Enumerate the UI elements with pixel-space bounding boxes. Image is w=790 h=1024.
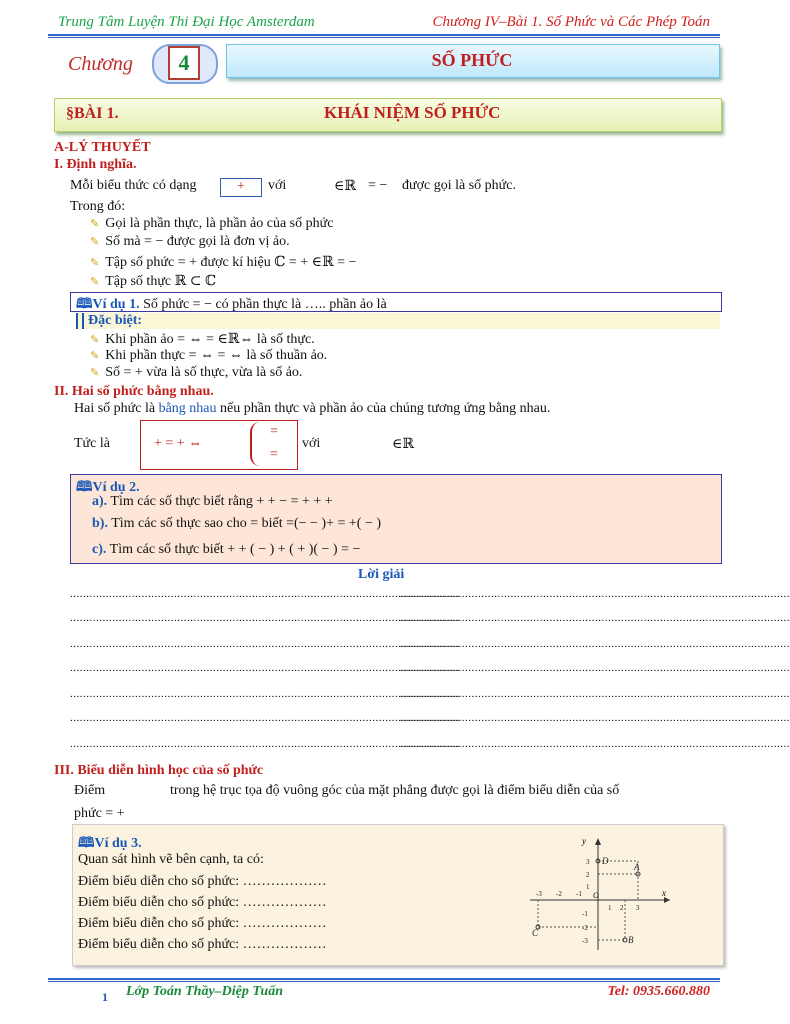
bullet-text: Số mà = − được gọi là đơn vị ảo. <box>105 234 290 249</box>
tick-label: -3 <box>582 937 588 945</box>
header-school-name: Trung Tâm Luyện Thi Đại Học Amsterdam <box>58 14 315 30</box>
chapter-title: SỐ PHỨC <box>431 50 513 70</box>
header-chapter-info <box>432 14 710 31</box>
bullet-icon: ✎ <box>90 218 100 230</box>
solution-heading: Lời giải <box>358 567 405 582</box>
complex-form-box: + <box>220 178 262 197</box>
example-2a <box>92 494 333 510</box>
system-eq-2: = <box>270 447 278 462</box>
bullet-text: Khi phần ảo = ⇔ = ∈ℝ⇔ là số thực. <box>105 332 315 347</box>
geometric-point: Điểm <box>74 783 106 798</box>
equality-term: bằng nhau <box>158 401 217 416</box>
answer-dotted-line: ........................................................................................................................ <box>70 688 460 700</box>
footer-divider-thin <box>48 981 720 982</box>
header-divider-thin <box>48 37 720 38</box>
header-chapter: Chương IV–Bài 1. <box>432 14 543 30</box>
answer-dotted-line: ........................................................................................................................ <box>400 612 790 624</box>
answer-dotted-line: ........................................................................................................................ <box>70 662 460 674</box>
special-zero <box>90 365 302 381</box>
bullet-text: Tập số phức = + được kí hiệu ℂ = + ∈ℝ = − <box>105 255 357 270</box>
part-a-text: Tìm các số thực biết rằng + + − = + + + <box>110 494 333 509</box>
geometric-heading: III. Biểu diễn hình học của số phức <box>54 763 264 778</box>
bullet-text: Khi phần thực = ⇔ = ⇔ là số thuần ảo. <box>105 348 328 363</box>
answer-dotted-line: ........................................................................................................................ <box>400 688 790 700</box>
example-3-row: Điểm biểu diễn cho số phức: ……………… <box>78 937 327 952</box>
tick-label: 2 <box>620 904 624 912</box>
bullet-real-subset <box>90 273 216 290</box>
origin-label: O <box>593 891 599 900</box>
tick-label: 2 <box>586 871 590 879</box>
answer-dotted-line: ........................................................................................................................ <box>70 712 460 724</box>
lesson-title: KHÁI NIỆM SỐ PHỨC <box>324 103 501 122</box>
example-3-intro: Quan sát hình vẽ bên cạnh, ta có: <box>78 852 264 867</box>
example-1-text: Số phức = − có phần thực là ….. phần ảo là <box>143 297 387 312</box>
geometric-complex: phức = + <box>74 806 125 821</box>
y-axis-label: y <box>582 836 586 846</box>
point-label: A <box>634 862 640 872</box>
tick-label: -2 <box>582 924 588 932</box>
bullet-icon: ✎ <box>90 276 100 288</box>
tick-label: 3 <box>586 858 590 866</box>
answer-dotted-line: ........................................................................................................................ <box>70 638 460 650</box>
bullet-text: Gọi là phần thực, là phần ảo của số phức <box>105 216 334 231</box>
header-topic: Số Phức và Các Phép Toán <box>546 14 710 30</box>
part-c-label: c). <box>92 542 107 557</box>
tick-label: -3 <box>536 890 542 898</box>
graph-background <box>520 830 700 954</box>
equality-i-e: Tức là <box>74 436 110 451</box>
answer-dotted-line: ........................................................................................................................ <box>70 738 460 750</box>
point-label: B <box>628 935 634 945</box>
part-c-text: Tìm các số thực biết + + ( − ) + ( + )( − ) = − <box>109 542 361 557</box>
where-intro: Trong đó: <box>70 199 126 214</box>
example-3-row: Điểm biểu diễn cho số phức: ……………… <box>78 895 327 910</box>
special-heading: Đặc biệt: <box>88 313 143 328</box>
example-2c <box>92 542 360 558</box>
equality-heading: II. Hai số phức bằng nhau. <box>54 384 214 399</box>
bullet-text: Tập số thực ℝ ⊂ ℂ <box>105 274 217 289</box>
definition-text <box>70 178 197 194</box>
footer-divider <box>48 978 720 980</box>
special-bar <box>76 313 720 329</box>
lesson-number: §BÀI 1. <box>66 105 119 122</box>
example-3-row: Điểm biểu diễn cho số phức: ……………… <box>78 874 327 889</box>
bullet-icon: ✎ <box>90 350 100 362</box>
bullet-icon: ✎ <box>90 334 100 346</box>
tick-label: 1 <box>586 883 590 891</box>
bullet-real-imag <box>90 216 333 232</box>
point-label: C <box>532 928 539 938</box>
answer-dotted-line: ........................................................................................................................ <box>400 588 790 600</box>
part-b-label: b). <box>92 516 108 531</box>
equality-with: với <box>302 436 321 451</box>
example-2-label: 🕮Ví dụ 2. <box>76 480 140 495</box>
special-real <box>90 331 315 348</box>
bullet-icon: ✎ <box>90 236 100 248</box>
definition-heading: I. Định nghĩa. <box>54 157 137 172</box>
footer-teacher: Lớp Toán Thầy–Diệp Tuấn <box>126 984 283 999</box>
bullet-icon: ✎ <box>90 367 100 379</box>
section-a-heading: A-LÝ THUYẾT <box>54 140 151 155</box>
chapter-number: 4 <box>168 46 200 80</box>
answer-dotted-line: ........................................................................................................................ <box>400 738 790 750</box>
example-3-row: Điểm biểu diễn cho số phức: ……………… <box>78 916 327 931</box>
part-b-text: Tìm các số thực sao cho = biết =(− − )+ = +( − ) <box>111 516 381 531</box>
footer-phone: Tel: 0935.660.880 <box>607 984 710 999</box>
answer-dotted-line: ........................................................................................................................ <box>400 662 790 674</box>
x-axis-label: x <box>662 888 666 898</box>
part-a-label: a). <box>92 494 108 509</box>
answer-dotted-line: ........................................................................................................................ <box>400 638 790 650</box>
special-imag <box>90 348 327 364</box>
equality-formula: + = + ⇔ <box>154 436 203 451</box>
definition-a: Mỗi biểu thức có dạng <box>70 178 197 193</box>
answer-dotted-line: ........................................................................................................................ <box>400 712 790 724</box>
answer-dotted-line: ........................................................................................................................ <box>70 588 460 600</box>
example-3-label: 🕮Ví dụ 3. <box>78 836 142 851</box>
system-eq-1: = <box>270 424 278 439</box>
page-number: 1 <box>102 990 108 1004</box>
example-1-label: 🕮Ví dụ 1. <box>76 297 140 312</box>
system-brace <box>250 422 264 466</box>
bullet-icon: ✎ <box>90 257 100 269</box>
equality-a: Hai số phức là <box>74 401 156 416</box>
chapter-word: Chương <box>68 53 133 75</box>
bullet-unit <box>90 234 290 250</box>
tick-label: 3 <box>636 904 640 912</box>
point-label: D <box>602 856 609 866</box>
tick-label: -1 <box>582 910 588 918</box>
definition-called: được gọi là số phức. <box>402 178 516 193</box>
bullet-text: Số = + vừa là số thực, vừa là số ảo. <box>105 365 303 380</box>
equality-b: nếu phần thực và phần ảo của chúng tương ứng bằng nhau. <box>220 401 551 416</box>
special-marker <box>76 313 84 329</box>
example-2b <box>92 516 381 532</box>
answer-dotted-line: ........................................................................................................................ <box>70 612 460 624</box>
tick-label: 1 <box>608 904 612 912</box>
equality-text <box>74 401 550 417</box>
tick-label: -2 <box>556 890 562 898</box>
bullet-complex-set <box>90 254 356 271</box>
definition-in-reals: ∈ℝ <box>334 179 356 194</box>
geometric-text: trong hệ trục tọa độ vuông góc của mặt phẳng được gọi là điểm biểu diễn của số <box>170 783 620 798</box>
tick-label: -1 <box>576 890 582 898</box>
coordinate-graph <box>520 830 700 954</box>
definition-i-squared: = − <box>368 178 388 193</box>
header-divider <box>48 34 720 36</box>
definition-with: với <box>268 178 287 193</box>
equality-in-reals: ∈ℝ <box>392 437 414 452</box>
